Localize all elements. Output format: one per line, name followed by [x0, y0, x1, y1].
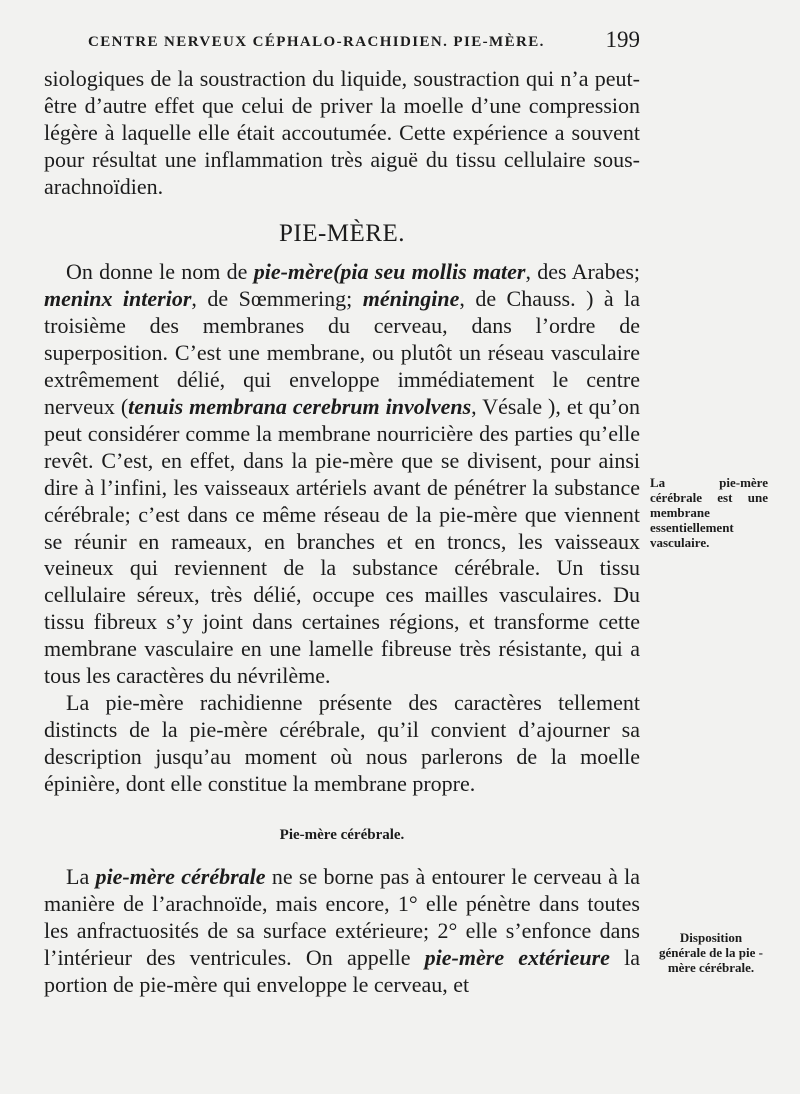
paragraph-pie-mere-cerebrale: [44, 864, 640, 999]
italic-run: tenuis membrana cerebrum involvens: [128, 393, 472, 419]
subsection-heading: Pie-mère cérébrale.: [279, 826, 405, 843]
paragraph-continued: siologiques de la soustraction du liquide, soustraction qui n’a peut-être d’autre effet que celui de priver la moelle d’une compression légère à laquelle elle était accoutumée. Cette expérience a souvent pour résultat une inflammation très aiguë du tissu cellulaire sous-arachnoïdien.: [44, 66, 640, 199]
italic-run: meninx interior: [44, 286, 192, 312]
text-run: La: [66, 864, 96, 890]
text-run: ne se borne pas à entourer le cerveau à la manière de l’arachnoïde, mais encore, 1° elle pénètre dans toutes les anfractuosités de sa surface extérieure; 2° elle s’enfonce dans l’intérieur des ventricules. On appelle: [44, 864, 641, 971]
italic-run: pie-mère extérieure: [424, 945, 610, 971]
italic-run: méningine: [362, 286, 460, 312]
text-run: la portion de pie-mère qui enveloppe le cerveau, et: [44, 945, 640, 998]
page-header: [88, 27, 640, 52]
text-run: , de Sœmmering;: [191, 286, 363, 312]
section-heading: PIE-MÈRE.: [278, 219, 406, 247]
text-run: , de Chauss. ) à la troisième des membranes du cerveau, dans l’ordre de superposition. C’est une membrane, ou plutôt un réseau vasculaire extrêmement délié, qui enveloppe immédiatement le centre nerveux (: [44, 286, 641, 419]
main-text-column: [44, 66, 640, 999]
italic-run: pie-mère cérébrale: [95, 864, 266, 890]
margin-note-vasculaire: La pie-mère cérébrale est une membrane essentiellement vasculaire.: [650, 475, 768, 550]
text-run: , des Arabes;: [525, 259, 641, 285]
italic-run: pie-mère(pia seu mollis mater: [253, 259, 526, 285]
page-number: 199: [605, 27, 640, 52]
running-title: CENTRE NERVEUX CÉPHALO-RACHIDIEN. PIE-MÈRE.: [88, 34, 545, 50]
margin-note-disposition: Disposition générale de la pie - mère cérébrale.: [659, 930, 763, 975]
text-run: On donne le nom de: [66, 259, 254, 285]
paragraph-pie-mere-rachidienne: La pie-mère rachidienne présente des caractères tellement distincts de la pie-mère cérébrale, qu’il convient d’ajourner sa description jusqu’au moment où nous parlerons de la moelle épinière, dont elle constitue la membrane propre.: [44, 689, 640, 796]
text-run: , Vésale ), et qu’on peut considérer comme la membrane nourricière des parties qu’elle revêt. C’est, en effet, dans la pie-mère que se divisent, pour ainsi dire à l’infini, les vaisseaux artériels avant de pénétrer la substance cérébrale; c’est dans ce même réseau de la pie-mère que viennent se réunir en rameaux, en branches et en troncs, les vaisseaux veineux qui reviennent de la substance cérébrale. Un tissu cellulaire séreux, très délié, occupe ces mailles vasculaires. Du tissu fibreux s’y joint dans certaines régions, et transforme cette membrane vasculaire en une lamelle fibreuse très résistante, qui a tous les caractères du névrilème.: [44, 393, 641, 689]
paragraph-pie-mere-definition: [44, 259, 640, 690]
